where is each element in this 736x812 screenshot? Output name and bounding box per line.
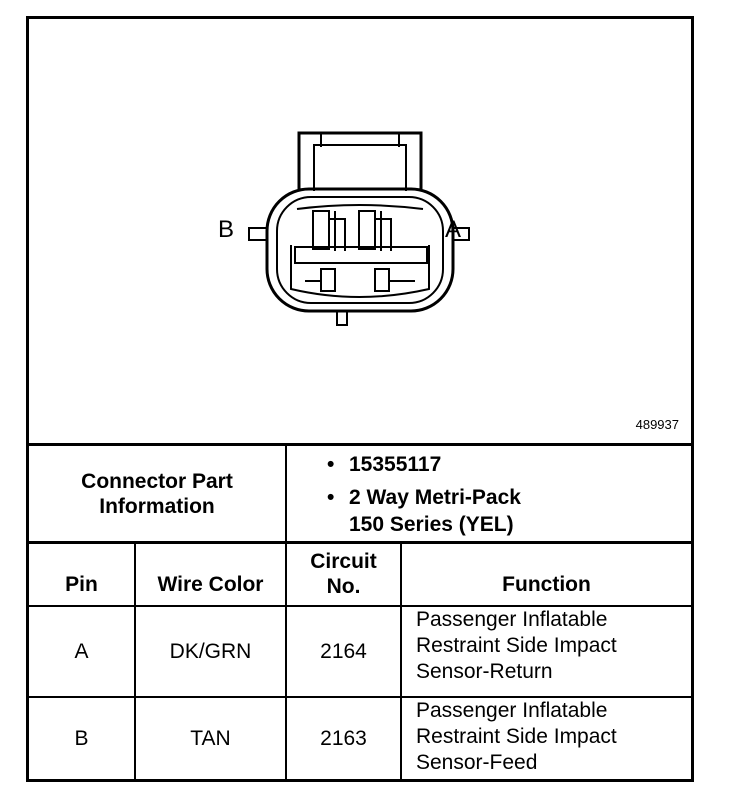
connector-part-info-label	[29, 446, 285, 541]
bullet-marker: •	[327, 486, 335, 509]
row-b-function-line: Restraint Side Impact	[416, 725, 617, 748]
connector-face-drawing	[29, 19, 691, 443]
bullet-item	[327, 451, 521, 478]
connector-sheet	[26, 16, 694, 782]
connector-type: 2 Way Metri-Pack	[349, 486, 521, 509]
figure-id: 489937	[635, 417, 679, 432]
pin-label-a: A	[445, 216, 462, 243]
row-a-circuit: 2164	[320, 640, 367, 663]
header-wire-color: Wire Color	[157, 572, 264, 596]
row-a-pin: A	[74, 640, 89, 663]
row-a-function-line: Passenger Inflatable	[416, 608, 608, 631]
connector-drawing-area	[29, 19, 691, 443]
row-b-circuit: 2163	[320, 727, 367, 750]
bullet-marker: •	[327, 453, 335, 476]
row-a-wire-color: DK/GRN	[169, 640, 252, 663]
row-a-function	[402, 607, 691, 696]
row-a-function-line: Restraint Side Impact	[416, 634, 617, 657]
header-circuit-no	[287, 543, 400, 605]
part-number: 15355117	[349, 453, 442, 476]
row-a-function-line: Sensor-Return	[416, 660, 553, 683]
row-b-function-line: Passenger Inflatable	[416, 699, 608, 722]
row-b-pin: B	[74, 727, 89, 750]
row-b-function	[402, 698, 691, 779]
connector-part-info-line2: Information	[99, 494, 215, 518]
bullet-item	[327, 484, 521, 511]
header-circuit-line1: Circuit	[310, 550, 377, 573]
header-function: Function	[502, 572, 591, 596]
row-b-wire-color: TAN	[190, 727, 231, 750]
connector-part-info-line1: Connector Part	[81, 469, 233, 493]
connector-part-bullets	[327, 451, 521, 538]
pin-label-b: B	[218, 216, 235, 243]
header-circuit-line2: No.	[326, 575, 361, 598]
header-pin: Pin	[65, 572, 98, 596]
connector-series: 150 Series (YEL)	[349, 513, 514, 536]
row-b-function-line: Sensor-Feed	[416, 751, 538, 774]
